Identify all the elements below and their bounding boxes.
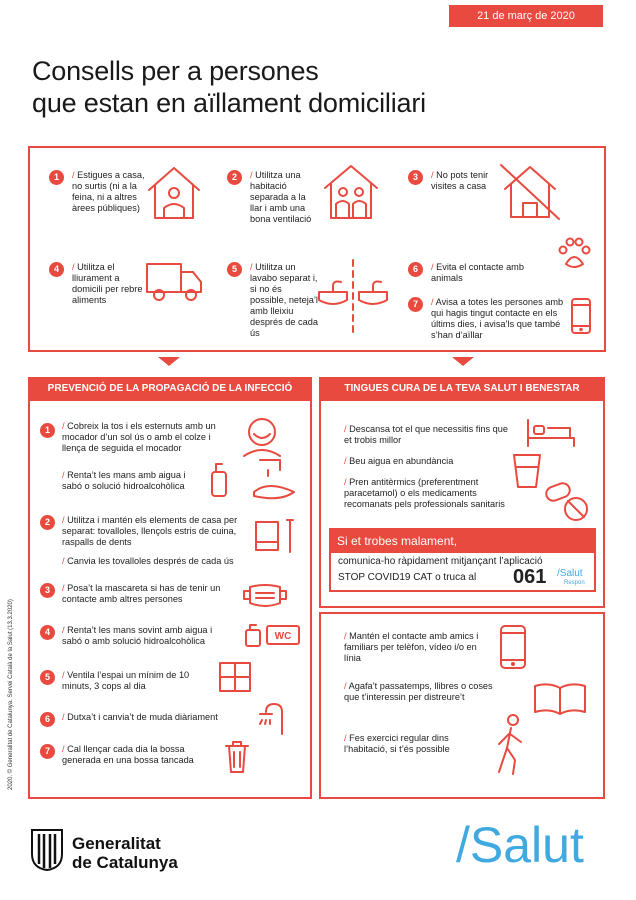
house-crossed-icon <box>499 163 561 221</box>
salut-respon-label: Respon <box>564 580 585 586</box>
alert-box <box>329 528 596 592</box>
health-text: / Beu aigua en abundància <box>344 456 454 466</box>
arrow-down-icon <box>452 357 474 366</box>
window-icon <box>218 661 252 693</box>
health-text: / Pren antitèrmics (preferentment paracetamol) o els medicaments recomanats pels professionals sanitaris <box>344 477 505 509</box>
prevention-number: 7 <box>40 744 55 759</box>
person-coughing-icon <box>240 414 284 456</box>
face-mask-icon <box>242 583 288 609</box>
tip-text: / Estigues a casa, no surtis (ni a la feina, ni a altres àrees públiques) <box>72 170 145 213</box>
prevention-text: / Utilitza i mantén els elements de casa per separat: tovalloles, llençols estris de cuina, raspalls de dents <box>62 515 238 547</box>
walking-person-icon <box>493 714 529 776</box>
alert-title: Si et trobes malament, <box>331 530 594 553</box>
bed-icon <box>526 418 576 448</box>
prevention-number: 3 <box>40 583 55 598</box>
alert-line-2: STOP COVID19 CAT o truca al <box>338 572 477 583</box>
prevention-number: 4 <box>40 625 55 640</box>
tip-text: / No pots tenir visites a casa <box>431 170 489 191</box>
generalitat-logo-text <box>72 834 178 872</box>
wellbeing-text: / Agafa’t passatemps, llibres o coses que t’interessin per distreure’t <box>344 681 493 702</box>
wellbeing-text: / Mantén el contacte amb amics i familiars per telèfon, vídeo i/o en línia <box>344 631 479 663</box>
house-person-icon <box>147 164 201 220</box>
title-line-1: Consells per a persones <box>32 56 319 86</box>
pills-icon <box>544 483 592 523</box>
prevention-text: / Renta’t les mans sovint amb aigua i sabó o amb solució hidroalcohòlica <box>62 625 213 646</box>
tip-number: 6 <box>408 262 423 277</box>
smartphone-icon <box>499 624 527 670</box>
arrow-down-icon <box>158 357 180 366</box>
prevention-text: / Renta’t les mans amb aigua i sabó o solució hidroalcohòlica <box>62 470 186 491</box>
tip-text: / Evita el contacte amb animals <box>431 262 524 283</box>
tip-text: / Utilitza una habitació separada a la llar i amb una bona ventilació <box>250 170 312 224</box>
prevention-text: / Cal llençar cada dia la bossa generada en una bossa tancada <box>62 744 194 765</box>
phone-icon <box>570 297 592 335</box>
prevention-text: / Cobreix la tos i els esternuts amb un mocador d’un sol ús o amb el colze i llença de seguida el mocador <box>62 421 216 453</box>
bottle-icon <box>244 622 262 648</box>
open-book-icon <box>533 682 587 716</box>
generalitat-emblem-icon <box>30 828 64 872</box>
tip-number: 2 <box>227 170 242 185</box>
date-badge: 21 de març de 2020 <box>449 5 603 27</box>
generalitat-line-2: de Catalunya <box>72 853 178 872</box>
prevention-text: / Canvia les tovalloles després de cada ús <box>62 556 234 566</box>
tip-number: 4 <box>49 262 64 277</box>
health-text: / Descansa tot el que necessitis fins que et trobis millor <box>344 424 508 445</box>
prevention-text: / Ventila l’espai un mínim de 10 minuts, 3 cops al dia <box>62 670 190 691</box>
generalitat-line-1: Generalitat <box>72 834 161 853</box>
tip-text: / Utilitza el lliurament a domicili per rebre aliments <box>72 262 143 305</box>
prevention-text: / Posa’t la mascareta si has de tenir un contacte amb altres persones <box>62 583 221 604</box>
hand-washing-icon <box>210 458 300 506</box>
salut-respon-logo: /Salut <box>557 568 583 579</box>
tip-number: 7 <box>408 297 423 312</box>
wc-sign: WC <box>266 625 300 645</box>
wellbeing-text: / Fes exercici regular dins l’habitació, si t’és possible <box>344 733 450 754</box>
alert-line-1: comunica-ho ràpidament mitjançant l’aplicació <box>338 556 543 567</box>
prevention-text: / Dutxa’t i canvia’t de muda diàriament <box>62 712 218 722</box>
prevention-number: 2 <box>40 515 55 530</box>
separate-sinks-icon <box>315 258 395 336</box>
copyright-credit: 2020. © Generalitat de Catalunya. Servei Català de la Salut (13.3.2020) <box>8 599 14 790</box>
page-title <box>32 55 426 119</box>
water-glass-icon <box>512 453 542 489</box>
prevention-number: 6 <box>40 712 55 727</box>
tip-text: / Avisa a totes les persones amb qui hagis tingut contacte en els últims dies, i avisa’ls que també s’han d’aïllar <box>431 297 564 340</box>
towel-toothbrush-icon <box>254 518 300 554</box>
tip-number: 5 <box>227 262 242 277</box>
delivery-truck-icon <box>145 262 203 302</box>
trash-bin-icon <box>224 740 250 774</box>
salut-logo: /Salut <box>456 817 584 873</box>
emergency-number[interactable]: 061 <box>513 566 547 588</box>
prevention-number: 1 <box>40 423 55 438</box>
tip-number: 3 <box>408 170 423 185</box>
paw-icon <box>556 236 592 272</box>
prevention-number: 5 <box>40 670 55 685</box>
house-family-icon <box>323 162 379 220</box>
title-line-2: que estan en aïllament domiciliari <box>32 88 426 118</box>
prevention-heading: PREVENCIÓ DE LA PROPAGACIÓ DE LA INFECCIÓ <box>28 377 312 401</box>
shower-icon <box>254 700 290 734</box>
tip-text: / Utilitza un lavabo separat i, si no és possible, neteja’l amb lleixiu després de cada ús <box>250 262 318 338</box>
tip-number: 1 <box>49 170 64 185</box>
health-heading: TINGUES CURA DE LA TEVA SALUT I BENESTAR <box>319 377 605 401</box>
